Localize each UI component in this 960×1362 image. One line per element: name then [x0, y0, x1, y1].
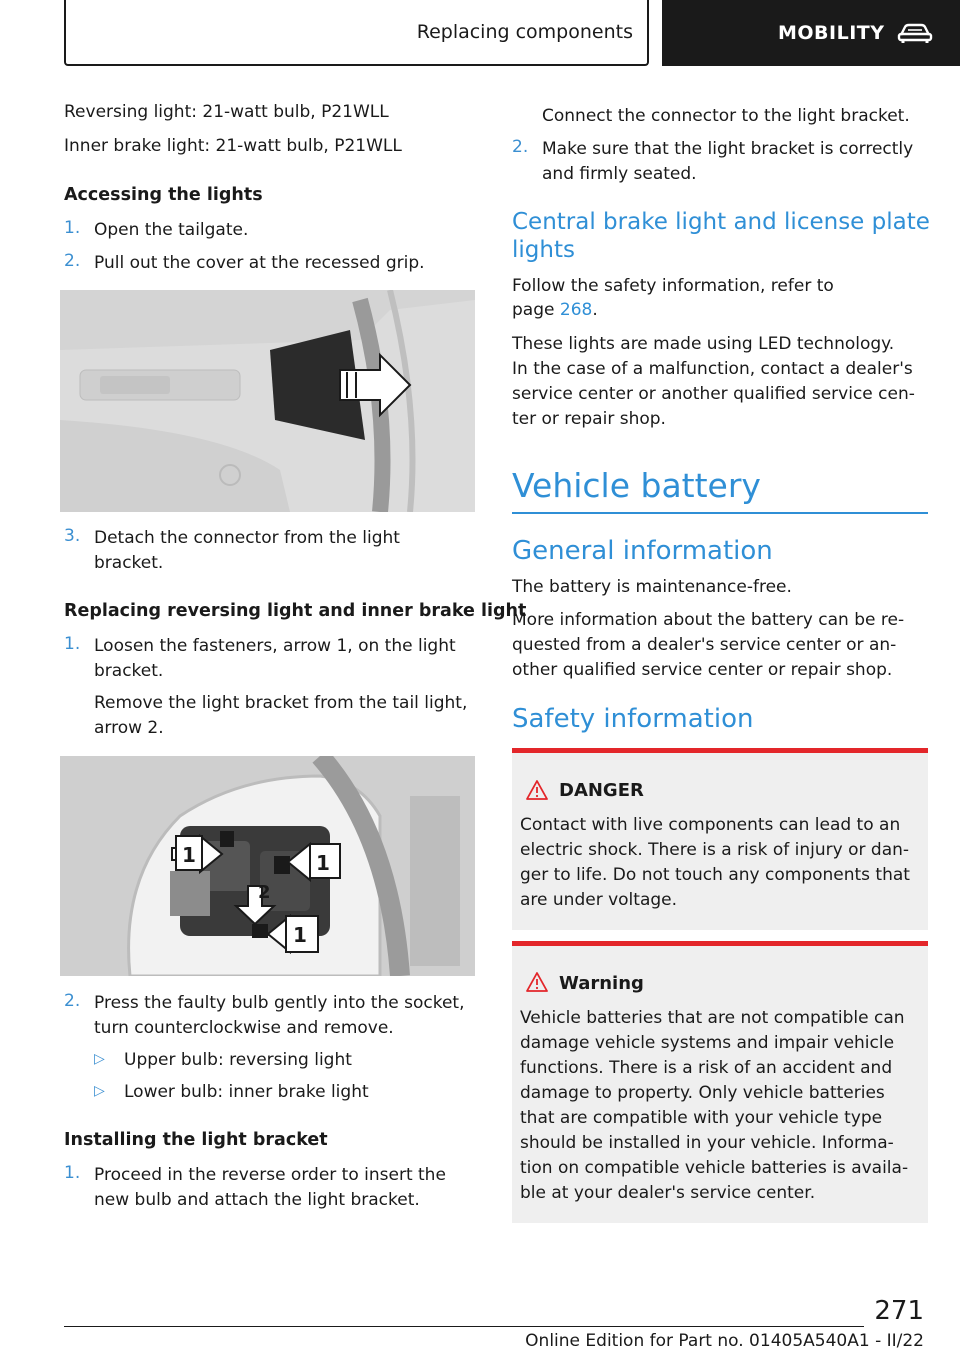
- step-text: Press the faulty bulb gently into the socket,: [94, 993, 465, 1013]
- follow-text: Follow the safety information, refer to: [512, 276, 834, 296]
- step-number: 2.: [64, 991, 81, 1011]
- access-heading: Accessing the lights: [64, 185, 263, 205]
- follow-suffix: .: [592, 300, 598, 320]
- light-bracket-illustration: [60, 756, 475, 976]
- step-text: Make sure that the light bracket is correctly: [542, 139, 914, 159]
- vehicle-battery-heading: Vehicle battery: [512, 466, 761, 505]
- warning-line: Vehicle batteries that are not compatible can: [520, 1008, 905, 1028]
- central-brake-heading: [512, 208, 930, 264]
- step-text: turn counterclockwise and remove.: [94, 1018, 394, 1038]
- replace-heading: Replacing reversing light and inner brake light: [64, 601, 527, 621]
- danger-line: ger to life. Do not touch any components that: [520, 865, 910, 885]
- heading-line: Central brake light and license plate: [512, 209, 930, 235]
- step-text: Pull out the cover at the recessed grip.: [94, 253, 425, 273]
- step-text: and firmly seated.: [542, 164, 697, 184]
- light-bracket-photo: [60, 756, 475, 976]
- warning-line: functions. There is a risk of an accident and: [520, 1058, 893, 1078]
- page-link[interactable]: 268: [559, 300, 593, 320]
- bulb-spec-reversing: Reversing light: 21-watt bulb, P21WLL: [64, 102, 389, 122]
- tailgate-cover-photo: [60, 290, 475, 512]
- car-icon: [897, 21, 933, 45]
- more-info-text: other qualified service center or repair shop.: [512, 660, 893, 680]
- danger-line: electric shock. There is a risk of injury or dan-: [520, 840, 910, 860]
- chapter-title: MOBILITY: [778, 22, 885, 44]
- general-info-heading: General information: [512, 536, 773, 566]
- step-number: 1.: [64, 1163, 81, 1183]
- danger-title: DANGER: [559, 780, 644, 801]
- section-tab: [64, 0, 649, 66]
- led-text: ter or repair shop.: [512, 409, 666, 429]
- led-text: service center or another qualified service cen-: [512, 384, 915, 404]
- warning-triangle-icon: [526, 780, 548, 800]
- more-info-text: More information about the battery can be re-: [512, 610, 905, 630]
- follow-text-page: [512, 298, 598, 323]
- step-text: Loosen the fasteners, arrow 1, on the light: [94, 636, 456, 656]
- safety-info-heading: Safety information: [512, 704, 754, 734]
- bulb-spec-brake: Inner brake light: 21-watt bulb, P21WLL: [64, 136, 402, 156]
- led-text: These lights are made using LED technology.: [512, 334, 895, 354]
- follow-prefix: page: [512, 300, 560, 320]
- page-number: 271: [874, 1296, 924, 1326]
- warning-line: damage vehicle systems and impair vehicle: [520, 1033, 895, 1053]
- heading-rule: [512, 512, 928, 514]
- more-info-text: quested from a dealer's service center or an-: [512, 635, 897, 655]
- warning-title: Warning: [559, 973, 644, 994]
- arrow-label: 2: [258, 882, 271, 903]
- warning-line: ble at your dealer's service center.: [520, 1183, 816, 1203]
- warning-line: that are compatible with your vehicle type: [520, 1108, 883, 1128]
- edition-text: Online Edition for Part no. 01405A540A1 - II/22: [525, 1331, 924, 1351]
- maintenance-text: The battery is maintenance-free.: [512, 577, 792, 597]
- connect-text: Connect the connector to the light bracket.: [542, 106, 910, 126]
- warning-line: should be installed in your vehicle. Informa-: [520, 1133, 894, 1153]
- step-text: arrow 2.: [94, 718, 164, 738]
- install-heading: Installing the light bracket: [64, 1130, 328, 1150]
- led-text: In the case of a malfunction, contact a dealer's: [512, 359, 913, 379]
- step-text: new bulb and attach the light bracket.: [94, 1190, 420, 1210]
- step-number: 1.: [64, 634, 81, 654]
- bullet-text: Upper bulb: reversing light: [124, 1050, 352, 1070]
- step-text: Open the tailgate.: [94, 220, 249, 240]
- arrow-label: 1: [316, 851, 330, 875]
- chapter-tab: [662, 0, 960, 66]
- bullet-text: Lower bulb: inner brake light: [124, 1082, 369, 1102]
- danger-box: [512, 748, 928, 930]
- step-text: Remove the light bracket from the tail light,: [94, 693, 468, 713]
- step-number: 2.: [512, 137, 529, 157]
- section-title: Replacing components: [416, 21, 633, 43]
- tailgate-cover-illustration: [60, 290, 475, 512]
- step-text: Proceed in the reverse order to insert the: [94, 1165, 446, 1185]
- warning-box: [512, 941, 928, 1223]
- bullet-triangle-icon: ▷: [94, 1083, 105, 1099]
- danger-line: Contact with live components can lead to an: [520, 815, 901, 835]
- step-number: 1.: [64, 218, 81, 238]
- warning-line: damage to property. Only vehicle batteries: [520, 1083, 885, 1103]
- step-number: 3.: [64, 526, 81, 546]
- step-text: bracket.: [94, 553, 164, 573]
- danger-line: are under voltage.: [520, 890, 678, 910]
- bullet-triangle-icon: ▷: [94, 1051, 105, 1067]
- arrow-label: 1: [293, 923, 307, 947]
- heading-line: lights: [512, 237, 575, 263]
- warning-line: tion on compatible vehicle batteries is availa-: [520, 1158, 909, 1178]
- step-text: Detach the connector from the light: [94, 528, 400, 548]
- footer-rule: [64, 1326, 864, 1327]
- warning-triangle-icon: [526, 972, 548, 992]
- page-header: [0, 0, 960, 66]
- arrow-label: 1: [182, 843, 196, 867]
- step-number: 2.: [64, 251, 81, 271]
- step-text: bracket.: [94, 661, 164, 681]
